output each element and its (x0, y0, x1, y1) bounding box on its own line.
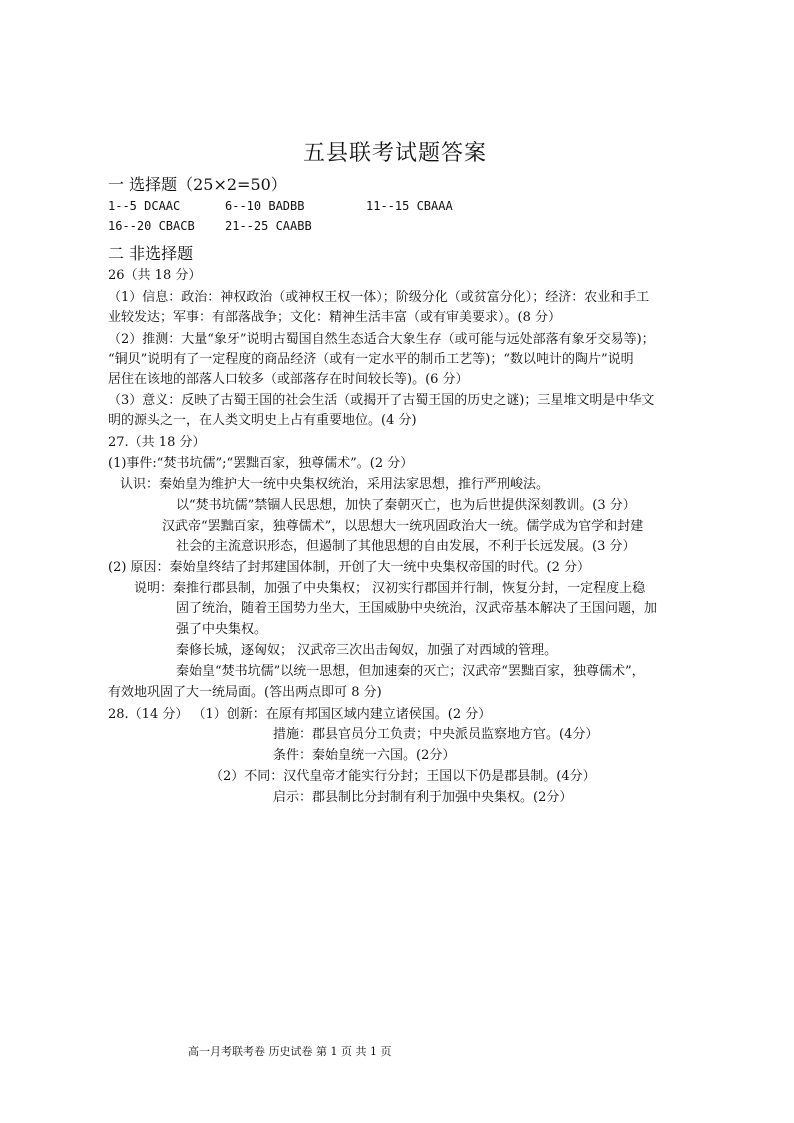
q26-line: （1）信息：政治：神权政治（或神权王权一体）；阶级分化（或贫富分化）；经济：农业和手工 (108, 290, 650, 305)
q27-line: 有效地巩固了大一统局面。(答出两点即可 8 分) (108, 685, 382, 700)
q26-line: 明的源头之一，在人类文明史上占有重要地位。(4 分) (108, 413, 417, 428)
choice-answers-6-10: 6--10 BADBB (225, 199, 305, 213)
q27-line: (1)事件:“焚书坑儒”;“罢黜百家，独尊儒术”。(2 分） (108, 456, 414, 471)
q27-line: 认识：秦始皇为维护大一统中央集权统治，采用法家思想，推行严刑峻法。 (120, 477, 550, 492)
page-footer: 高一月考联考卷 历史试卷 第 1 页 共 1 页 (188, 1045, 392, 1058)
q27-line: (2) 原因：秦始皇终结了封邦建国体制，开创了大一统中央集权帝国的时代。(2 分） (108, 560, 591, 575)
choice-answers-16-20: 16--20 CBACB (108, 219, 195, 233)
q27-line: 以“焚书坑儒”禁锢人民思想，加快了秦朝灭亡，也为后世提供深刻教训。(3 分） (176, 498, 636, 513)
choice-answers-21-25: 21--25 CAABB (225, 219, 312, 233)
section-choice-heading: 一 选择题（25×2=50） (108, 175, 287, 194)
q27-line: 强了中央集权。 (176, 622, 268, 637)
q27-line: 社会的主流意识形态，但遏制了其他思想的自由发展，不利于长远发展。(3 分） (176, 539, 636, 554)
section-nonchoice-heading: 二 非选择题 (108, 244, 194, 263)
q28-line: （2）不同：汉代皇帝才能实行分封；王国以下仍是郡县制。(4分） (210, 769, 596, 784)
q27-line: 固了统治，随着王国势力坐大，王国威胁中央统治，汉武帝基本解决了王国问题，加 (176, 601, 658, 616)
choice-answers-1-5: 1--5 DCAAC (108, 199, 181, 213)
q26-heading: 26（共 18 分） (108, 268, 202, 283)
q27-line: 秦修长城，逐匈奴； 汉武帝三次出击匈奴，加强了对西域的管理。 (176, 643, 558, 658)
q27-line: 汉武帝“罢黜百家，独尊儒术”，以思想大一统巩固政治大一统。儒学成为官学和封建 (162, 519, 644, 534)
q26-line: “铜贝”说明有了一定程度的商品经济（或有一定水平的制币工艺等)；“数以吨计的陶片”说明 (108, 352, 634, 367)
q28-line: 条件：秦始皇统一六国。(2分） (273, 748, 456, 763)
q28-line: 措施：郡县官员分工负责；中央派员监察地方官。(4分） (273, 727, 599, 742)
page-title: 五县联考试题答案 (303, 141, 488, 166)
q26-line: （2）推测：大量“象牙”说明古蜀国自然生态适合大象生存（或可能与远处部落有象牙交易等)； (108, 332, 655, 347)
q26-line: 业较发达；军事：有部落战争；文化：精神生活丰富（或有审美要求）。(8 分） (108, 310, 561, 325)
q26-line: （3）意义：反映了古蜀王国的社会生活（或揭开了古蜀王国的历史之谜)；三星堆文明是中华文 (108, 393, 655, 408)
q28-line: 28.（14 分） （1）创新：在原有邦国区域内建立诸侯国。(2 分） (108, 707, 492, 722)
choice-answers-11-15: 11--15 CBAAA (366, 199, 453, 213)
q27-heading: 27.（共 18 分） (108, 435, 206, 450)
q27-line: 说明：秦推行郡县制，加强了中央集权； 汉初实行郡国并行制，恢复分封，一定程度上稳 (134, 581, 646, 596)
q27-line: 秦始皇“焚书坑儒”以统一思想，但加速秦的灭亡；汉武帝“罢黜百家，独尊儒术”， (176, 664, 645, 679)
q26-line: 居住在该地的部落人口较多（或部落存在时间较长等)。(6 分） (108, 372, 469, 387)
q28-line: 启示：郡县制比分封制有利于加强中央集权。(2分） (273, 790, 573, 805)
